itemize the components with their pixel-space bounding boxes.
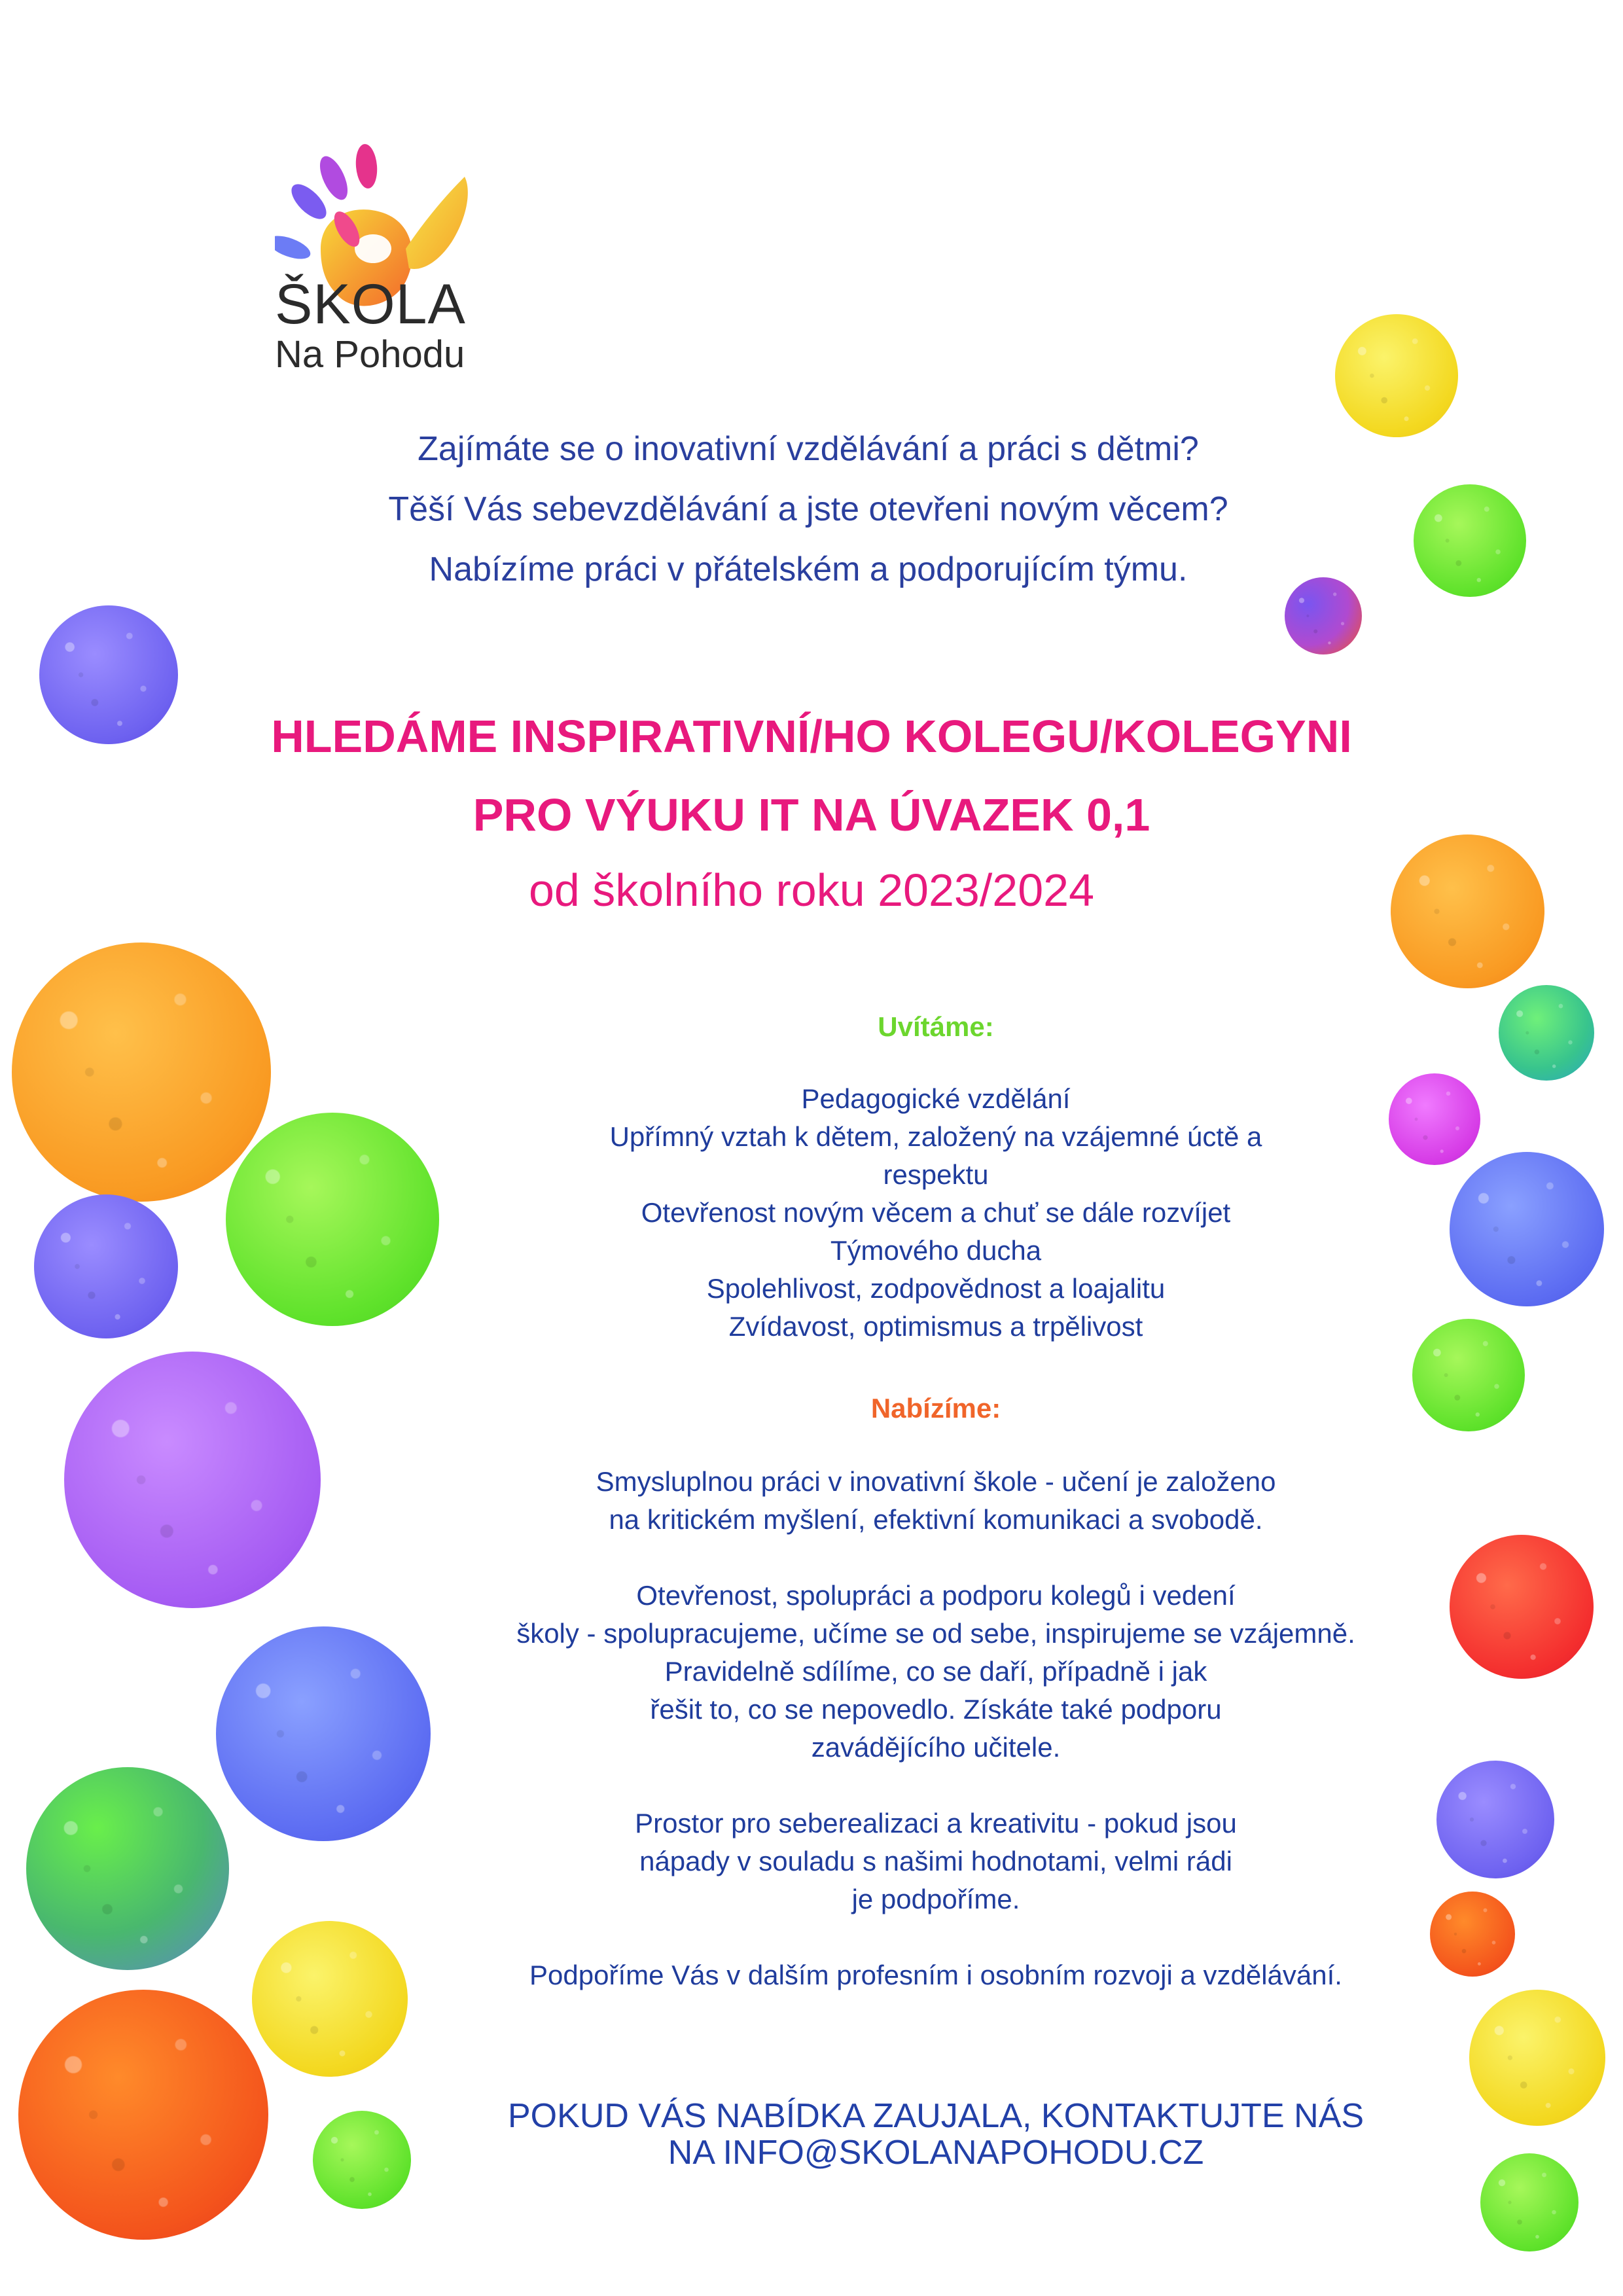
contact-text	[366, 2098, 1505, 2171]
list-item: Týmového ducha	[830, 1235, 1042, 1266]
decorative-red-circle	[1450, 1535, 1594, 1679]
offer-line: je podpoříme.	[851, 1884, 1020, 1914]
decorative-orange-large-circle	[12, 942, 271, 1202]
decorative-blue-circle	[1450, 1152, 1604, 1306]
decorative-teal-circle	[1499, 985, 1594, 1081]
logo-subtitle: Na Pohodu	[275, 333, 465, 376]
intro-line: Nabízíme práci v přátelském a podporujícím týmu.	[429, 550, 1188, 588]
decorative-blue-large-circle	[216, 1626, 431, 1841]
decorative-lime-circle	[1414, 484, 1526, 597]
offer-line: zavádějícího učitele.	[811, 1732, 1061, 1763]
decorative-green-blue-circle	[26, 1767, 229, 1970]
headline-school-year: od školního roku 2023/2024	[529, 865, 1094, 916]
contact-email[interactable]: NA INFO@SKOLANAPOHODU.CZ	[668, 2134, 1204, 2172]
decorative-lime-small-circle	[1412, 1319, 1525, 1431]
headline	[131, 697, 1492, 926]
list-item: Pedagogické vzdělání	[801, 1083, 1071, 1114]
welcome-title: Uvítáme:	[878, 1011, 994, 1042]
offer-line: Pravidelně sdílíme, co se daří, případně i jak	[664, 1656, 1207, 1687]
intro-line: Těší Vás sebevzdělávání a jste otevřeni novým věcem?	[388, 490, 1228, 528]
offer-line: nápady v souladu s našimi hodnotami, velmi rádi	[639, 1846, 1232, 1876]
list-item: Spolehlivost, zodpovědnost a loajalitu	[706, 1273, 1166, 1304]
offer-line: na kritickém myšlení, efektivní komunikaci a svobodě.	[609, 1504, 1263, 1535]
contact-line-1: POKUD VÁS NABÍDKA ZAUJALA, KONTAKTUJTE NÁS	[508, 2097, 1364, 2135]
decorative-purple-large-circle	[64, 1352, 321, 1608]
offer-line: řešit to, co se nepovedlo. Získáte také podporu	[650, 1694, 1222, 1725]
intro-line: Zajímáte se o inovativní vzdělávání a práci s dětmi?	[418, 430, 1199, 468]
offer-title: Nabízíme:	[870, 1393, 1001, 1424]
headline-line-2: PRO VÝUKU IT NA ÚVAZEK 0,1	[473, 789, 1150, 840]
offer-line: Podpoříme Vás v dalším profesním i osobním rozvoji a vzdělávání.	[529, 1960, 1342, 1990]
list-item: Otevřenost novým věcem a chuť se dále rozvíjet	[641, 1197, 1231, 1228]
headline-line-1: HLEDÁME INSPIRATIVNÍ/HO KOLEGU/KOLEGYNI	[271, 711, 1352, 762]
logo-title: ŠKOLA	[275, 273, 466, 336]
decorative-yellow-left-circle	[252, 1921, 408, 2077]
welcome-list	[458, 1080, 1414, 1346]
decorative-violet-small-circle	[34, 1194, 178, 1338]
offer-line: školy - spolupracujeme, učíme se od sebe, inspirujeme se vzájemně.	[516, 1618, 1355, 1649]
decorative-red-orange-large-circle	[18, 1990, 268, 2240]
offer-line: Otevřenost, spolupráci a podporu kolegů i vedení	[636, 1580, 1236, 1611]
list-item: Upřímný vztah k dětem, založený na vzájemné úctě a	[609, 1121, 1262, 1152]
offer-line: Smysluplnou práci v inovativní škole - učení je založeno	[596, 1466, 1276, 1497]
offer-text	[406, 1463, 1466, 1994]
list-item: respektu	[883, 1159, 989, 1190]
offer-line: Prostor pro seberealizaci a kreativitu - pokud jsou	[635, 1808, 1237, 1839]
decorative-lime-large-circle	[226, 1113, 439, 1326]
logo-text	[275, 275, 550, 376]
list-item: Zvídavost, optimismus a trpělivost	[728, 1311, 1143, 1342]
intro-text	[196, 419, 1420, 600]
